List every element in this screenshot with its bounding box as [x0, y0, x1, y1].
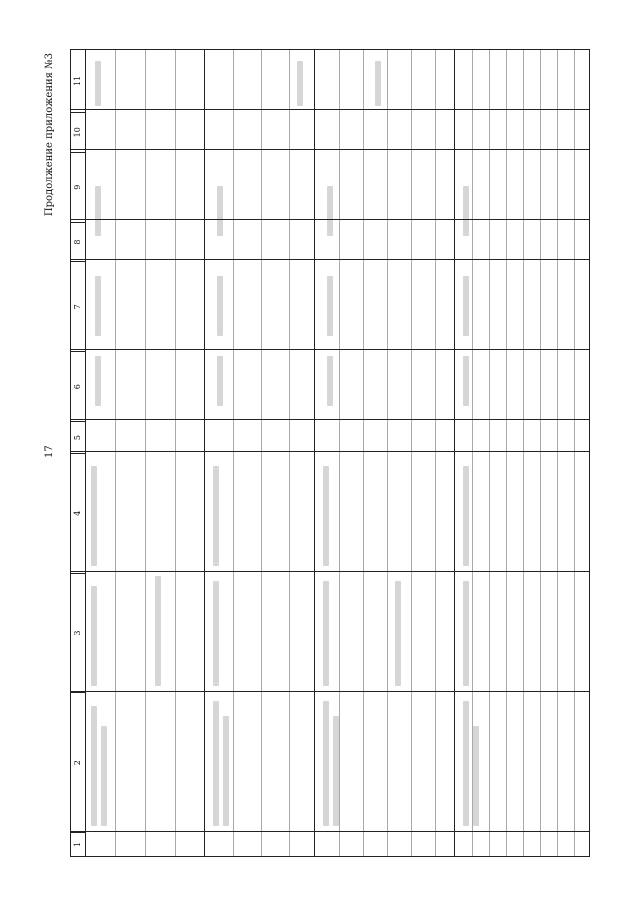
illegible-text — [297, 61, 303, 106]
table-row-block-3-11 — [315, 50, 455, 856]
illegible-text — [217, 356, 223, 406]
column-rule — [71, 109, 589, 110]
table-row-block-3-12 — [455, 50, 591, 856]
illegible-text — [95, 276, 101, 336]
illegible-text — [463, 466, 469, 566]
illegible-text — [95, 186, 101, 236]
col-num-8: 8 — [71, 221, 85, 261]
column-rule — [71, 349, 589, 350]
column-rule — [71, 149, 589, 150]
column-rule — [71, 831, 589, 832]
illegible-text — [323, 701, 329, 826]
col-num-3: 3 — [71, 572, 85, 692]
illegible-text — [323, 466, 329, 566]
column-number-row — [71, 50, 86, 856]
appendix-continuation-note: Продолжение приложения №3 — [44, 52, 55, 216]
illegible-text — [95, 356, 101, 406]
illegible-text — [333, 716, 339, 826]
illegible-text — [327, 276, 333, 336]
col-num-9: 9 — [71, 151, 85, 221]
illegible-text — [217, 186, 223, 236]
illegible-text — [91, 586, 97, 686]
illegible-text — [395, 581, 401, 686]
col-num-5: 5 — [71, 421, 85, 453]
illegible-text — [155, 576, 161, 686]
illegible-text — [213, 581, 219, 686]
illegible-text — [91, 706, 97, 826]
illegible-text — [101, 726, 107, 826]
table-row-block-3-10 — [205, 50, 315, 856]
illegible-text — [463, 356, 469, 406]
column-rule — [71, 691, 589, 692]
illegible-text — [463, 276, 469, 336]
illegible-text — [463, 186, 469, 236]
rotated-sheet — [40, 43, 600, 863]
illegible-text — [223, 716, 229, 826]
illegible-text — [213, 701, 219, 826]
column-rule — [71, 219, 589, 220]
illegible-text — [327, 356, 333, 406]
column-rule — [71, 571, 589, 572]
illegible-text — [91, 466, 97, 566]
col-num-4: 4 — [71, 453, 85, 573]
col-num-1: 1 — [71, 832, 85, 856]
column-rule — [71, 419, 589, 420]
illegible-text — [473, 726, 479, 826]
illegible-text — [213, 466, 219, 566]
illegible-text — [375, 61, 381, 106]
page-number: 17 — [44, 444, 55, 458]
table-row-block-3-9 — [85, 50, 205, 856]
column-rule — [71, 259, 589, 260]
illegible-text — [327, 186, 333, 236]
column-rule — [71, 451, 589, 452]
col-num-2: 2 — [71, 692, 85, 832]
illegible-text — [217, 276, 223, 336]
illegible-text — [463, 581, 469, 686]
col-num-7: 7 — [71, 261, 85, 351]
program-table — [70, 49, 590, 857]
col-num-11: 11 — [73, 75, 82, 86]
col-num-6: 6 — [71, 351, 85, 421]
illegible-text — [323, 581, 329, 686]
illegible-text — [95, 61, 101, 106]
col-num-10: 10 — [71, 111, 85, 151]
illegible-text — [463, 701, 469, 826]
